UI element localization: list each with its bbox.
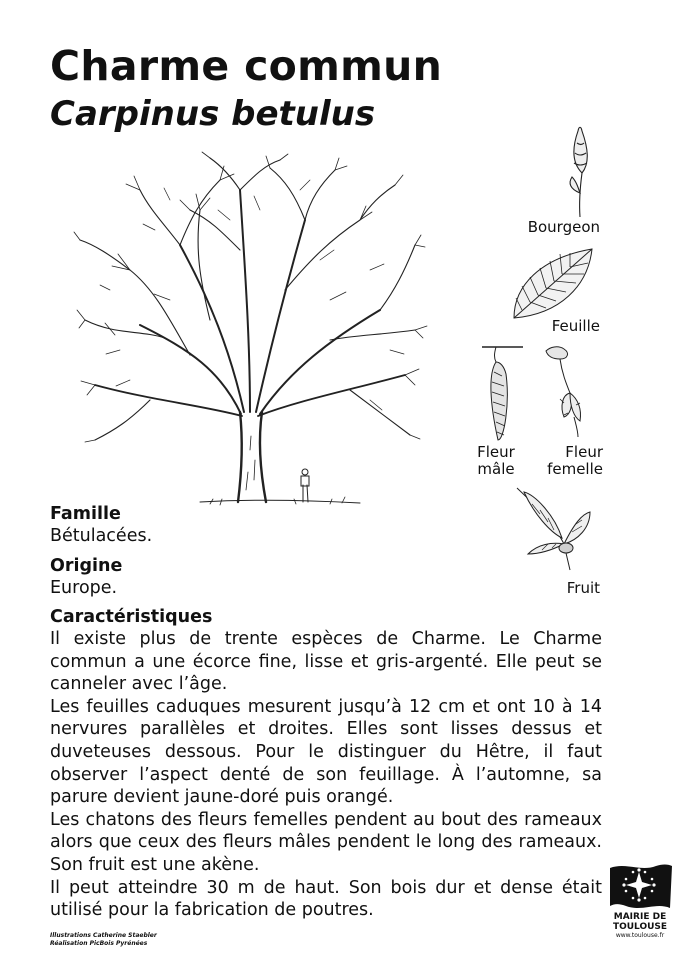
credits bbox=[50, 932, 157, 948]
family-value: Bétulacées. bbox=[50, 526, 153, 546]
bud-label: Bourgeon bbox=[527, 218, 600, 236]
characteristics-section bbox=[50, 606, 602, 922]
male-flower-label-line2: mâle bbox=[477, 460, 515, 478]
logo-line1: MAIRIE DE bbox=[613, 912, 667, 922]
family-section bbox=[50, 503, 152, 547]
characteristics-paragraph: Les feuilles caduques mesurent jusqu’à 12 cm et ont 10 à 14 nervures parallèles et droites. Elles sont lisses dessus et duveteuses dessous. Pour le distinguer du Hêtre, il faut observer l’aspect denté de son feuillage. À l’automne, sa parure devient jaune-doré puis orangé. bbox=[50, 696, 602, 808]
leaf-label: Feuille bbox=[551, 317, 600, 335]
characteristics-heading: Caractéristiques bbox=[50, 607, 213, 627]
credits-production: Réalisation PicBois Pyrénées bbox=[50, 940, 148, 947]
male-flower-illustration bbox=[480, 344, 525, 444]
fruit-label: Fruit bbox=[566, 579, 600, 597]
logo-url: www.toulouse.fr bbox=[615, 932, 665, 939]
occitan-cross-icon bbox=[606, 862, 674, 912]
origin-value: Europe. bbox=[50, 578, 118, 598]
female-flower-label-line1: Fleur bbox=[565, 443, 603, 461]
female-flower-label bbox=[535, 444, 603, 478]
logo-line2: TOULOUSE bbox=[612, 922, 668, 932]
family-heading: Famille bbox=[50, 504, 121, 524]
male-flower-label-line1: Fleur bbox=[477, 443, 515, 461]
leaf-illustration bbox=[510, 246, 595, 321]
bud-illustration bbox=[560, 123, 600, 218]
latin-name: Carpinus betulus bbox=[50, 94, 376, 134]
credits-illustrations: Illustrations Catherine Staebler bbox=[50, 932, 157, 939]
toulouse-logo bbox=[606, 862, 674, 940]
male-flower-label bbox=[470, 444, 522, 478]
page-title: Charme commun bbox=[50, 42, 443, 90]
female-flower-illustration bbox=[540, 343, 590, 438]
characteristics-paragraph: Il existe plus de trente espèces de Charme. Le Charme commun a une écorce fine, lisse et gris-argenté. Elle peut se canneler avec l’âge. bbox=[50, 629, 602, 695]
tree-illustration bbox=[70, 150, 435, 512]
origin-heading: Origine bbox=[50, 556, 123, 576]
fruit-illustration bbox=[514, 484, 594, 574]
characteristics-paragraph: Il peut atteindre 30 m de haut. Son bois dur et dense était utilisé pour la fabrication de poutres. bbox=[50, 877, 602, 921]
characteristics-paragraph: Les chatons des fleurs femelles pendent au bout des rameaux alors que ceux des fleurs mâles pendent le long des rameaux. Son fruit est une akène. bbox=[50, 809, 602, 875]
female-flower-label-line2: femelle bbox=[547, 460, 603, 478]
origin-section bbox=[50, 555, 122, 599]
